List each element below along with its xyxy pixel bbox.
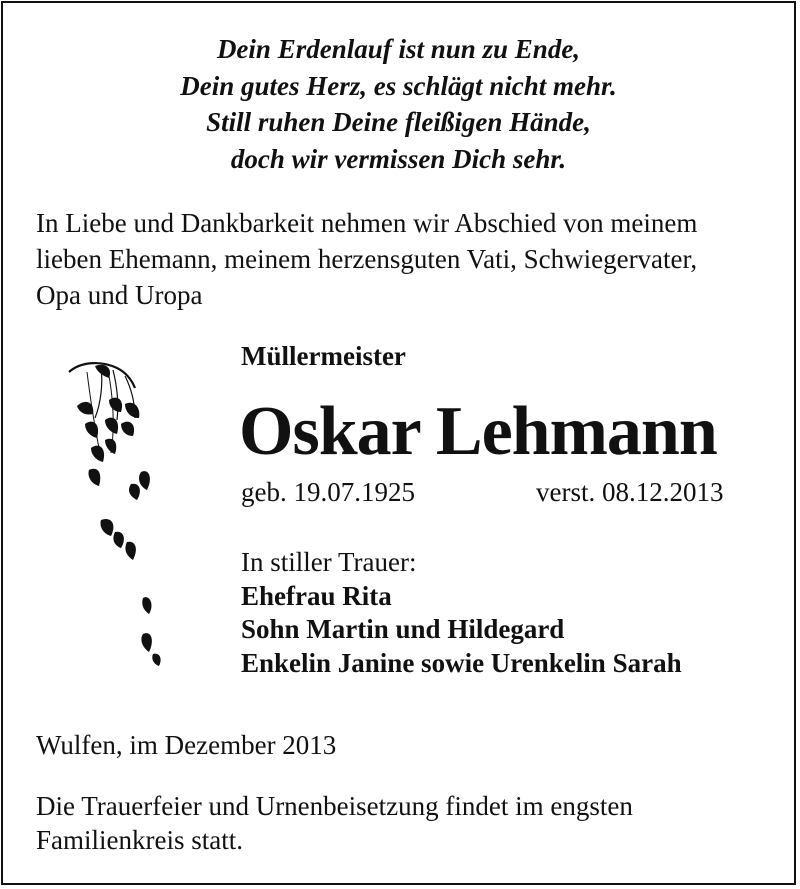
funeral-note — [36, 789, 633, 857]
profession-title: Müllermeister — [241, 341, 406, 371]
birch-branch-icon — [65, 358, 165, 678]
poem-line: Dein gutes Herz, es schlägt nicht mehr. — [180, 70, 617, 101]
intro-line: Opa und Uropa — [36, 280, 203, 310]
place-date: Wulfen, im Dezember 2013 — [36, 730, 337, 760]
funeral-note-line: Die Trauerfeier und Urnenbeisetzung findet im engsten — [36, 791, 633, 821]
mourner-name: Sohn Martin und Hildegard — [241, 614, 565, 644]
memorial-poem — [3, 31, 794, 177]
intro-line: lieben Ehemann, meinem herzensguten Vati, Schwiegervater, — [36, 244, 698, 274]
poem-line: Still ruhen Deine fleißigen Hände, — [206, 107, 591, 137]
deceased-name: Oskar Lehmann — [239, 393, 717, 470]
poem-line: Dein Erdenlauf ist nun zu Ende, — [216, 34, 581, 64]
mourners-block — [241, 546, 682, 680]
farewell-intro — [36, 205, 776, 313]
mourners-heading: In stiller Trauer: — [241, 547, 417, 577]
mourner-name: Enkelin Janine sowie Urenkelin Sarah — [241, 647, 682, 678]
mourner-name: Ehefrau Rita — [241, 580, 392, 611]
funeral-note-line: Familienkreis statt. — [36, 825, 243, 855]
obituary-notice — [1, 1, 796, 885]
intro-line: In Liebe und Dankbarkeit nehmen wir Abschied von meinem — [36, 208, 698, 238]
birth-date: geb. 19.07.1925 — [241, 477, 415, 507]
death-date: verst. 08.12.2013 — [536, 477, 724, 507]
poem-line: doch wir vermissen Dich sehr. — [230, 143, 567, 174]
